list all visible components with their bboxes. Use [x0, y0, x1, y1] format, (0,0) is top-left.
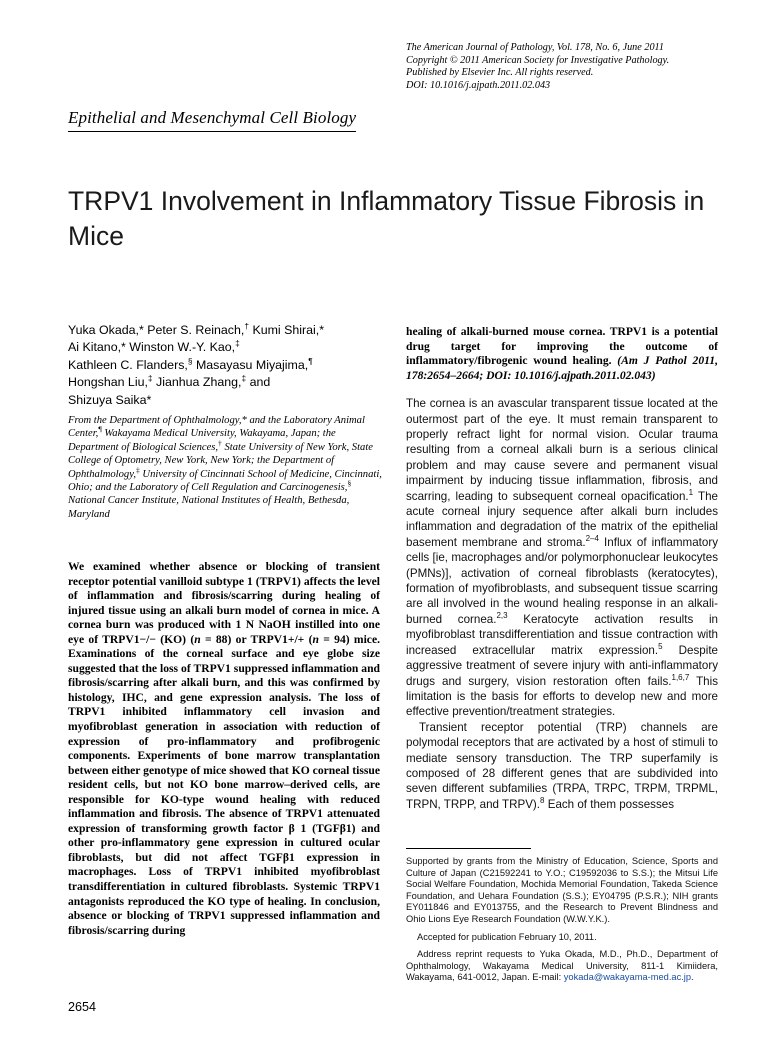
footnote-rule [406, 848, 531, 849]
masthead-line-publisher: Published by Elsevier Inc. All rights reserved. [406, 67, 594, 79]
abstract-left-column: We examined whether absence or blocking of transient receptor potential vanilloid subtype 1 (TRPV1) affects the level of inflammation and fibrosis/scarring during healing of injured tissue using an alkali burn model of cornea in mice. A cornea burn was produced with 1 N NaOH instilled into one eye of TRPV1−/− (KO) (n = 88) or TRPV1+/+ (n = 94) mice. Examinations of the corneal surface and eye globe size suggested that the loss of TRPV1 suppressed inflammation and fibrosis/scarring after alkali burn, and this was confirmed by histology, IHC, and gene expression analysis. The loss of TRPV1 inhibited inflammatory cell invasion and myofibroblast generation in association with reduction of expression of pro-inflammatory and profibrogenic components. Experiments of bone marrow transplantation between either genotype of mice showed that KO corneal tissue resident cells, but not KO bone marrow–derived cells, are responsible for KO-type wound healing with reduced inflammation and fibrosis. The absence of TRPV1 attenuated expression of transforming growth factor β 1 (TGFβ1) and other pro-inflammatory gene expression in cultured ocular fibroblasts, but did not affect TGFβ1 expression in macrophages. Loss of TRPV1 inhibited myofibroblast transdifferentiation in cultured fibroblasts. Systemic TRPV1 antagonists reproduced the KO type of healing. In conclusion, absence or blocking of TRPV1 suppressed inflammation and fibrosis/scarring during [68, 560, 380, 937]
journal-masthead [406, 42, 736, 92]
abstract-citation: (Am J Pathol 2011, 178:2654–2664; DOI: 10.1016/j.ajpath.2011.02.043) [406, 354, 718, 382]
footnotes [406, 848, 718, 984]
right-column [406, 325, 718, 812]
footnote-reprint [406, 949, 718, 984]
page-number: 2654 [68, 1000, 97, 1014]
section-heading: Epithelial and Mesenchymal Cell Biology [68, 108, 356, 132]
footnote-accepted: Accepted for publication February 10, 2011. [417, 931, 597, 942]
masthead-line-journal: The American Journal of Pathology, Vol. 178, No. 6, June 2011 [406, 42, 664, 53]
abstract-tail-text: healing of alkali-burned mouse cornea. TRPV1 is a potential drug target for improving the outcome of inflammatory/fibrogenic wound healing. [406, 325, 718, 368]
page-title: TRPV1 Involvement in Inflammatory Tissue Fibrosis in Mice [68, 185, 705, 251]
footnote-support: Supported by grants from the Ministry of Education, Science, Sports and Culture of Japan (C21592241 to Y.O.; C19592036 to S.S.); the Mitsui Life Social Welfare Foundation, Mochida Memorial Foundation, Takeda Science Foundation, and Uehara Foundation (S.S.); EY04795 (P.S.R.); NIH grants EY011846 and EY013755, and the Research to Prevent Blindness and Ohio Lions Eye Research Foundation (W.W.Y.K.). [406, 856, 718, 924]
email-link[interactable]: yokada@wakayama-med.ac.jp [563, 972, 692, 983]
author-list: Yuka Okada,* Peter S. Reinach,† Kumi Shirai,* Ai Kitano,* Winston W.-Y. Kao,‡ Kathleen C. Flanders,§ Masayasu Miyajima,¶ Hongshan Liu,‡ Jianhua Zhang,‡ and Shizuya Saika* [68, 320, 325, 407]
body-text [406, 396, 718, 812]
affiliations: From the Department of Ophthalmology,* and the Laboratory Animal Center,¶ Wakayama Medical University, Wakayama, Japan; the Department of Biological Sciences,† State University of New York, State College of Optometry, New York, New York; the Department of Ophthalmology,‡ University of Cincinnati School of Medicine, Cincinnati, Ohio; and the Laboratory of Cell Regulation and Carcinogenesis,§ National Cancer Institute, National Institutes of Health, Bethesda, Maryland [68, 415, 382, 520]
masthead-line-copyright: Copyright © 2011 American Society for Investigative Pathology. [406, 54, 670, 66]
footnote-reprint-text: Address reprint requests to Yuka Okada, M.D., Ph.D., Department of Ophthalmology, Wakayama Medical University, 811-1 Kimiidera, Wakayama, 641-0012, Japan. E-mail: [406, 949, 718, 983]
footnote-reprint-end: . [691, 972, 694, 983]
masthead-line-doi: DOI: 10.1016/j.ajpath.2011.02.043 [406, 79, 551, 91]
body-paragraph-1: The cornea is an avascular transparent tissue located at the outermost part of the eye. It must remain transparent to properly refract light for normal vision. Ocular trauma resulting from a corneal alkali burn is a serious clinical problem and may cause severe and permanent visual impairment by inducing tissue inflammation, fibrosis, and scarring, leading to subsequent corneal opacification.$^1$ The acute corneal injury sequence after alkali burn includes inflammation and degradation of the matrix of the epithelial basement membrane and stroma.$^{2-4}$ Influx of inflammatory cells [ie, macrophages and/or polymorphonuclear leukocytes (PMNs)], activation of corneal fibroblasts (keratocytes), formation of myofibroblasts, and subsequent tissue scarring are all involved in the wound healing response in an alkali-burned cornea.$^{2,3}$ Keratocyte activation results in myofibroblast transdifferentiation and tissue contraction with increased extracellular matrix expression.$^5$ Despite aggressive treatment of severe injury with anti-inflammatory drugs and surgery, vision restoration often fails.$^{1,6,7}$ This limitation is the basis for efforts to develop new and more effective prevention/treatment strategies. [406, 397, 719, 719]
body-paragraph-2: Transient receptor potential (TRP) channels are polymodal receptors that are activated by a host of stimuli to mediate sensory transduction. The TRP superfamily is composed of 28 different genes that are subdivided into seven different subfamilies (TRPA, TRPC, TRPM, TRPML, TRPN, TRPP, and TRPV).$^8$ Each of them possesses [406, 720, 718, 811]
abstract-right-column [406, 325, 718, 383]
